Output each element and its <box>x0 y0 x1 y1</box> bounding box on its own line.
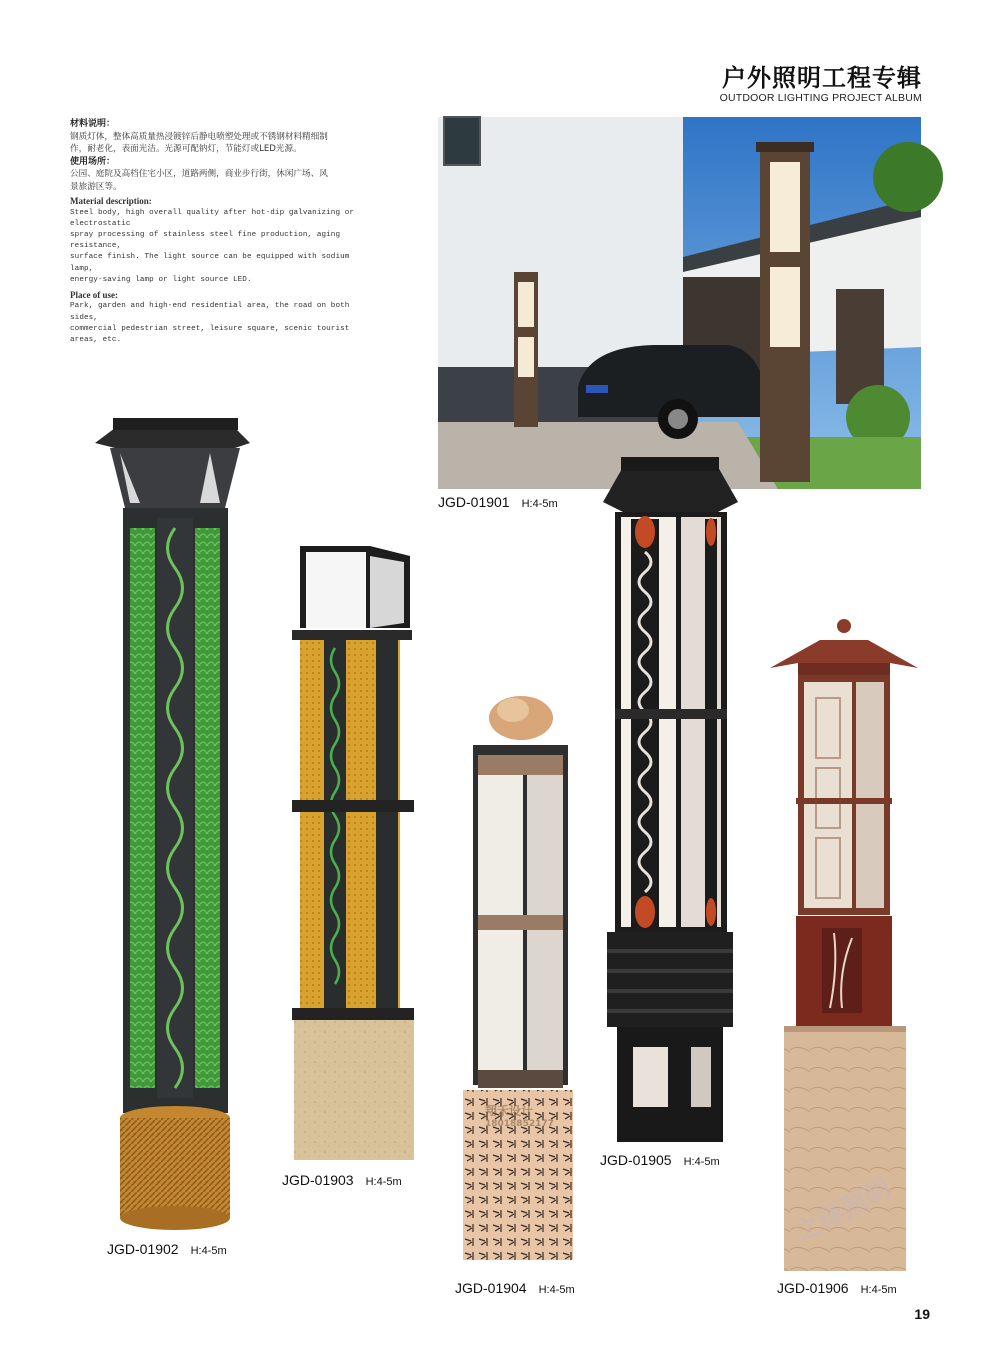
usage-heading-en: Place of use: <box>70 289 118 300</box>
lamp-jgd-01905 <box>603 457 738 1147</box>
usage-text-zh-1: 公园、庭院及高档住宅小区，道路两侧，商业步行街，休闲广场、风 <box>70 169 328 179</box>
height-spec: H:4-5m <box>683 1156 720 1168</box>
material-text-en-1: Steel body, high overall quality after hot-dip galvanizing or electrostatic <box>70 208 355 228</box>
lamp-jgd-01904 <box>463 690 573 1265</box>
description-block <box>70 118 376 346</box>
material-heading-zh: 材料说明： <box>70 119 116 129</box>
lamp-jgd-01906 <box>770 618 918 1273</box>
usage-heading-zh: 使用场所： <box>70 156 116 167</box>
material-text-zh-2: 作，耐老化，表面光洁。光源可配钠灯，节能灯或LED光源。 <box>70 144 302 154</box>
height-spec: H:4-5m <box>538 1284 575 1296</box>
height-spec: H:4-5m <box>365 1176 402 1188</box>
lamp-jgd-01902 <box>95 418 255 1233</box>
corner-watermark: 之泽照明 <box>790 1173 897 1249</box>
material-text-en-4: energy-saving lamp or light source LED. <box>70 275 252 284</box>
material-text-zh-1: 钢质灯体，整体高质量热浸镀锌后静电喷塑处理或不锈钢材料精细制 <box>70 131 328 142</box>
album-title-en: OUTDOOR LIGHTING PROJECT ALBUM <box>719 92 922 104</box>
material-text-en-3: surface finish. The light source can be equipped with sodium lamp, <box>70 253 350 273</box>
studio-name: 翔禾设计 <box>485 1104 534 1118</box>
product-label-01902 <box>107 1241 227 1257</box>
material-heading-en: Material description: <box>70 196 152 206</box>
usage-text-en-1: Park, garden and high-end residential area, the road on both sides, <box>70 302 350 322</box>
studio-watermark <box>485 1102 554 1129</box>
model-number: JGD-01903 <box>282 1172 354 1188</box>
album-title-zh: 户外照明工程专辑 <box>722 64 922 92</box>
height-spec: H:4-5m <box>190 1245 227 1257</box>
model-number: JGD-01906 <box>777 1280 849 1296</box>
usage-text-zh-2: 景旅游区等。 <box>70 181 122 192</box>
installation-photo <box>438 117 921 489</box>
page-number: 19 <box>914 1306 930 1322</box>
product-label-01905 <box>600 1152 720 1168</box>
product-label-01903 <box>282 1172 402 1188</box>
studio-phone: 18018852177 <box>485 1119 554 1129</box>
model-number: JGD-01901 <box>438 494 510 510</box>
model-number: JGD-01902 <box>107 1241 179 1257</box>
usage-text-en-2: commercial pedestrian street, leisure square, scenic tourist areas, etc. <box>70 324 350 345</box>
lamp-jgd-01903 <box>292 538 417 1163</box>
model-number: JGD-01904 <box>455 1280 527 1296</box>
model-number: JGD-01905 <box>600 1152 672 1168</box>
product-label-01906 <box>777 1280 897 1296</box>
product-label-01904 <box>455 1280 575 1296</box>
product-label-01901 <box>438 494 558 510</box>
material-text-en-2: spray processing of stainless steel fine production, aging resistance, <box>70 230 341 251</box>
height-spec: H:4-5m <box>521 498 558 510</box>
height-spec: H:4-5m <box>860 1284 897 1296</box>
